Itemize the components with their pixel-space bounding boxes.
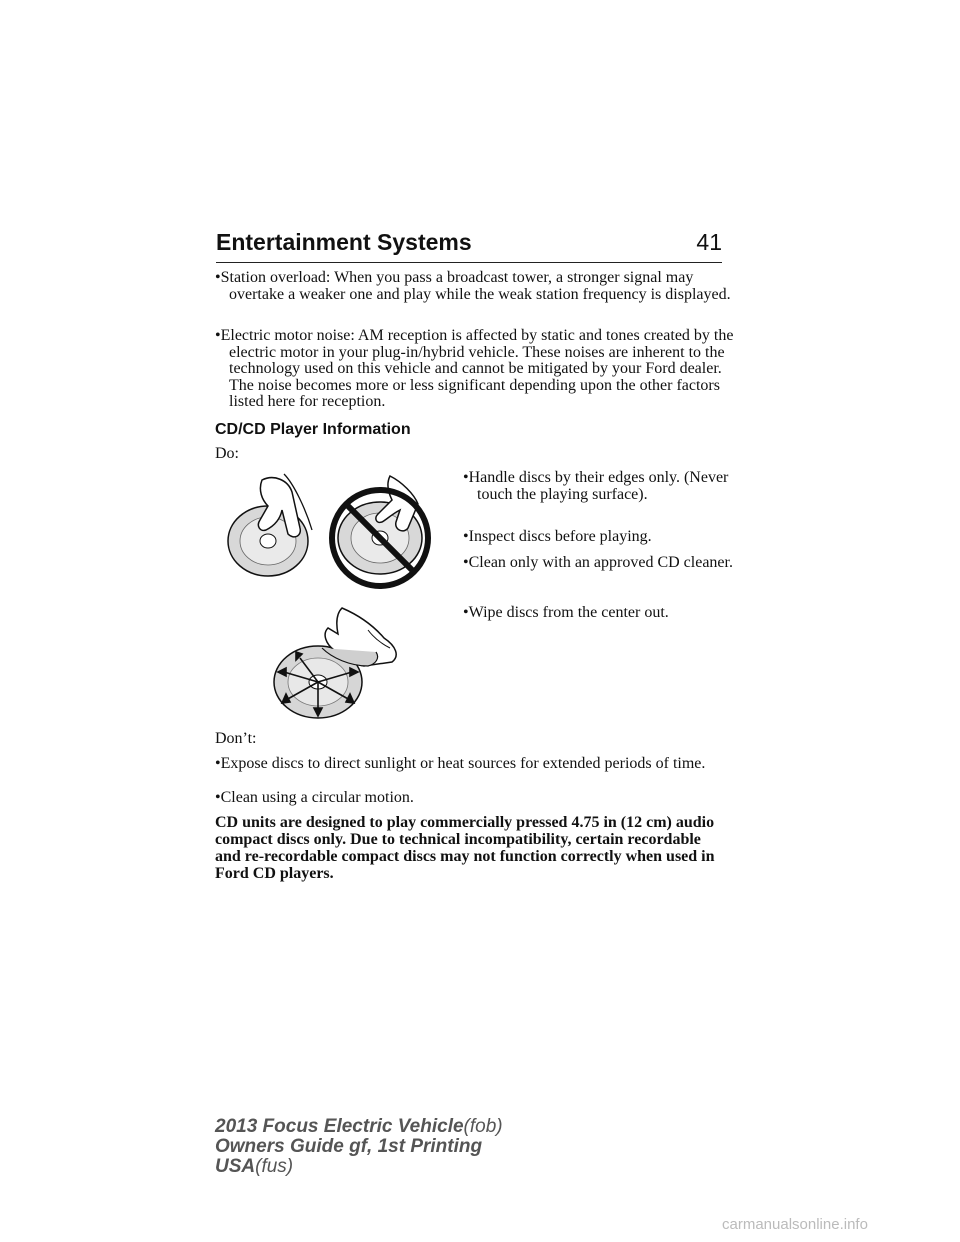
bullet-mark: • <box>215 755 221 772</box>
bullet-mark: • <box>215 789 221 806</box>
page-number: 41 <box>696 229 722 255</box>
footer-line-2: Owners Guide gf, 1st Printing <box>215 1136 483 1157</box>
bullet-mark: • <box>463 469 469 486</box>
handle-disc-illustration <box>222 470 444 592</box>
section-heading: CD/CD Player Information <box>215 421 411 438</box>
watermark: carmanualsonline.info <box>722 1216 868 1233</box>
dont-label: Don’t: <box>215 730 257 747</box>
bullet-station-overload: •Station overload: When you pass a broadcast tower, a stronger signal may overtake a weaker one and play while the weak station frequency is displayed. <box>215 269 731 303</box>
chapter-title: Entertainment Systems <box>216 229 472 255</box>
bullet-mark: • <box>463 528 469 545</box>
bullet-electric-motor-noise: •Electric motor noise: AM reception is affected by static and tones created by the electric motor in your plug-in/hybrid vehicle. These noises are inherent to the technology used on this vehicle and cannot be mitigated by your Ford dealer. The noise becomes more or less significant depending upon the other factors listed here for reception. <box>215 327 734 411</box>
bullet-handle-edges: •Handle discs by their edges only. (Never touch the playing surface). <box>463 469 729 503</box>
footer-line-1: 2013 Focus Electric Vehicle(fob) <box>215 1116 503 1137</box>
bullet-circular-motion: •Clean using a circular motion. <box>215 789 414 806</box>
page-footer <box>215 1117 503 1177</box>
footer-line-3: USA(fus) <box>215 1156 294 1177</box>
bullet-mark: • <box>463 554 469 571</box>
bullet-mark: • <box>215 327 221 344</box>
cd-compatibility-note: CD units are designed to play commercially pressed 4.75 in (12 cm) audio compact discs only. Due to technical incompatibility, certain recordable and re-recordable compact discs may not function correctly when used in Ford CD players. <box>215 814 715 882</box>
wipe-disc-illustration <box>272 604 404 720</box>
bullet-wipe-center-out: •Wipe discs from the center out. <box>463 604 669 621</box>
bullet-expose-discs: •Expose discs to direct sunlight or heat sources for extended periods of time. <box>215 755 706 772</box>
bullet-mark: • <box>463 604 469 621</box>
do-label: Do: <box>215 445 239 462</box>
bullet-clean-approved: •Clean only with an approved CD cleaner. <box>463 554 733 571</box>
bullet-inspect-discs: •Inspect discs before playing. <box>463 528 652 545</box>
page-header <box>216 226 722 263</box>
bullet-mark: • <box>215 269 221 286</box>
